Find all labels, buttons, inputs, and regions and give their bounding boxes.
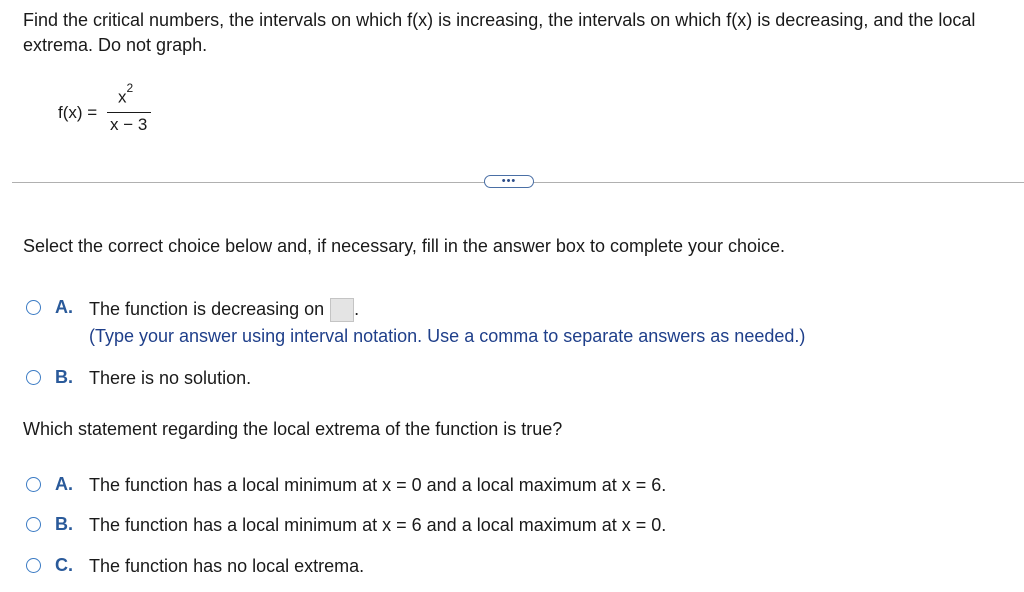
instruction-text: Select the correct choice below and, if necessary, fill in the answer box to complete your choice.: [23, 236, 786, 256]
answer-box[interactable]: [330, 298, 354, 322]
radio-button[interactable]: [26, 300, 41, 315]
radio-button[interactable]: [26, 558, 41, 573]
answer-hint: (Type your answer using interval notation. Use a comma to separate answers as needed.): [89, 326, 806, 346]
choice-letter: A.: [55, 297, 73, 317]
denominator: x − 3: [110, 115, 148, 134]
choice-letter: A.: [55, 474, 73, 494]
numerator: [118, 81, 134, 108]
numerator-exponent: 2: [126, 81, 134, 95]
choice-letter: C.: [55, 555, 73, 575]
numerator-base: x: [118, 87, 127, 107]
choice-letter: B.: [55, 514, 73, 534]
choice-text: The function has a local minimum at x = 6 and a local maximum at x = 0.: [89, 515, 667, 535]
choice-letter: B.: [55, 367, 73, 387]
choice-text: The function has no local extrema.: [89, 556, 365, 576]
choice-text-before-box: The function is decreasing on: [89, 299, 325, 319]
choice-text: The function has a local minimum at x = 0 and a local maximum at x = 6.: [89, 475, 667, 495]
choice-text: There is no solution.: [89, 368, 252, 388]
fraction-bar: [107, 112, 151, 113]
radio-button[interactable]: [26, 477, 41, 492]
radio-button[interactable]: [26, 517, 41, 532]
choice-text: [89, 298, 359, 322]
question2-text: Which statement regarding the local extrema of the function is true?: [23, 419, 563, 439]
expand-button[interactable]: •••: [484, 175, 534, 188]
radio-button[interactable]: [26, 370, 41, 385]
choice-text-after-box: .: [354, 299, 360, 319]
question-text: Find the critical numbers, the intervals on which f(x) is increasing, the intervals on which f(x) is decreasing, and the local extrema. Do not graph.: [23, 10, 976, 55]
function-lhs: f(x) =: [58, 103, 98, 122]
